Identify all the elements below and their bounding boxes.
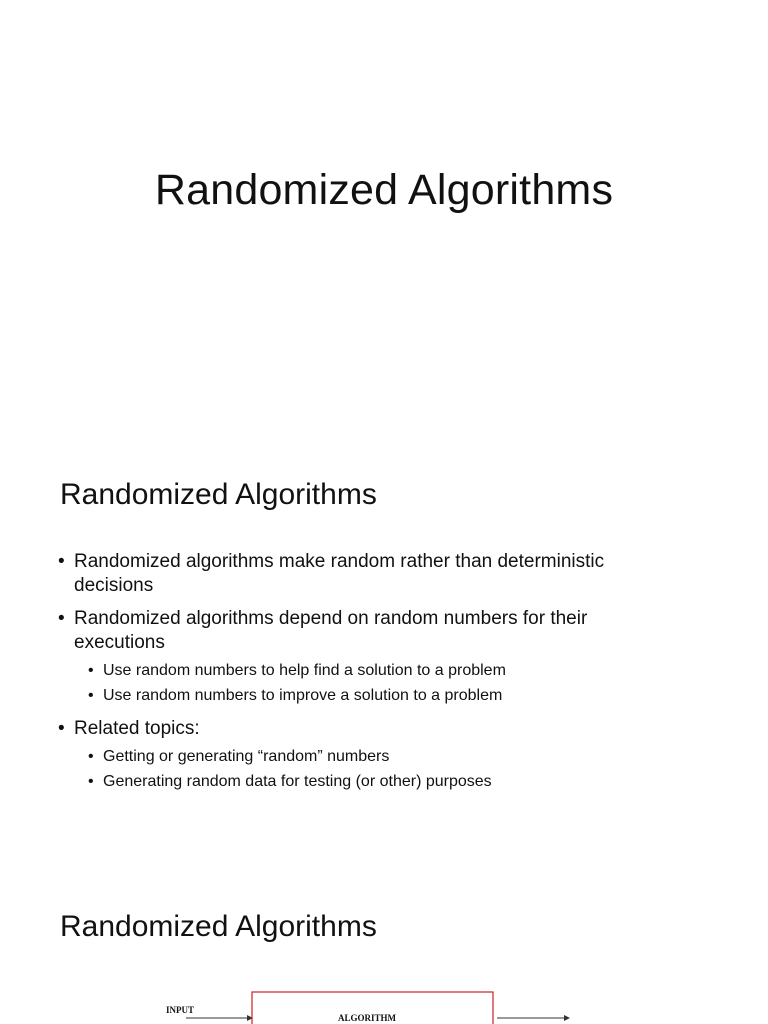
sub-bullet-item xyxy=(74,744,720,769)
slide-heading: Randomized Algorithms xyxy=(60,910,377,943)
bullet-item xyxy=(60,717,720,794)
input-label: INPUT xyxy=(166,1005,195,1015)
sub-bullet-text: Generating random data for testing (or other) purposes xyxy=(103,773,492,790)
bullet-text-continuation: executions xyxy=(74,632,165,653)
title-slide xyxy=(0,0,768,432)
sub-bullet-text: Getting or generating “random” numbers xyxy=(103,748,390,765)
diagram-slide xyxy=(0,864,768,1024)
sub-bullet-item xyxy=(74,658,720,683)
bullet-text: Randomized algorithms make random rather than deterministic xyxy=(74,551,605,572)
bullet-item xyxy=(60,607,720,708)
sub-bullet-list xyxy=(74,658,720,708)
bullet-text: Related topics: xyxy=(74,718,200,739)
bullet-marker: • xyxy=(58,608,65,629)
algorithm-diagram xyxy=(0,864,768,1024)
bullet-marker: • xyxy=(88,773,94,790)
bullet-marker: • xyxy=(88,662,94,679)
sub-bullet-text: Use random numbers to help find a solution to a problem xyxy=(103,662,506,679)
bullet-marker: • xyxy=(88,748,94,765)
bullet-marker: • xyxy=(88,687,94,704)
slide-title: Randomized Algorithms xyxy=(154,166,614,214)
bullet-marker: • xyxy=(58,551,65,572)
bullet-slide xyxy=(0,432,768,864)
sub-bullet-text: Use random numbers to improve a solution to a problem xyxy=(103,687,503,704)
sub-bullet-item xyxy=(74,769,720,794)
sub-bullet-list xyxy=(74,744,720,794)
bullet-item xyxy=(60,550,720,598)
slide-heading: Randomized Algorithms xyxy=(60,478,377,511)
sub-bullet-item xyxy=(74,683,720,708)
algorithm-label: ALGORITHM xyxy=(338,1013,397,1023)
bullet-list xyxy=(60,550,720,803)
bullet-text-continuation: decisions xyxy=(74,575,154,596)
bullet-text: Randomized algorithms depend on random numbers for their xyxy=(74,608,588,629)
bullet-marker: • xyxy=(58,718,65,739)
